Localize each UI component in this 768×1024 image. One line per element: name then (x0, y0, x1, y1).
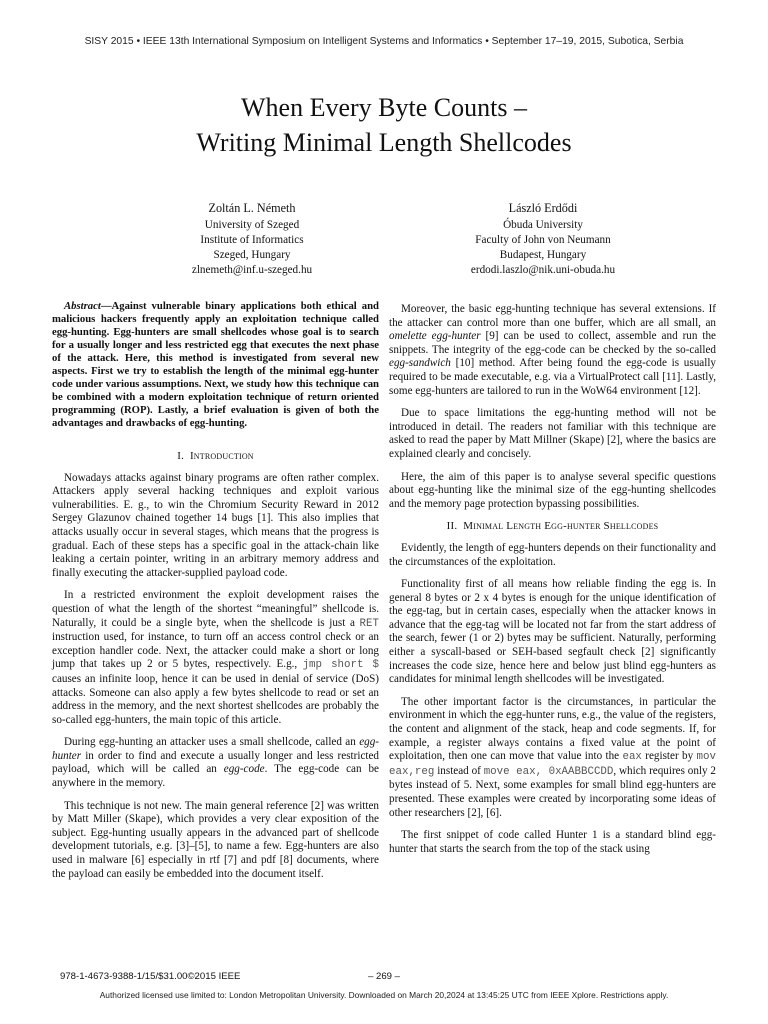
term-egg-hunter: egg-hunter (52, 736, 379, 762)
abstract-lead: Abstract (64, 300, 101, 312)
author-2 (393, 201, 693, 278)
text-run: [9] can be used to collect, assemble and run the snippets. The integrity of the egg-code can be checked by the so-called (389, 330, 717, 356)
text-run: causes an infinite loop, hence it can be used in denial of service (DoS) attacks. Someone can also apply a few bytes shellcode to read or set an address in the memory, and the next shortest shellcodes are probably the so-called egg-hunters, the main topic of this article. (52, 672, 379, 726)
abstract (52, 300, 379, 430)
paragraph: The first snippet of code called Hunter 1 is a standard blind egg-hunter that starts the search from the top of the stack using (389, 829, 716, 855)
section-heading-minimal-length (389, 520, 716, 534)
left-column (52, 300, 379, 890)
code-eax: eax (622, 751, 642, 764)
author-affiliation: Óbuda University (503, 219, 583, 231)
paragraph (52, 736, 379, 790)
code-mov-imm: move eax, 0xAABBCCDD (483, 765, 614, 778)
text-run: instead of (434, 764, 484, 777)
term-omelette: omelette egg-hunter (389, 330, 481, 343)
footer-isbn: 978-1-4673-9388-1/15/$31.00©2015 IEEE (60, 971, 241, 982)
text-run: register by (641, 750, 697, 763)
author-email[interactable]: erdodi.laszlo@nik.uni-obuda.hu (470, 264, 616, 276)
page-number: – 269 – (367, 971, 400, 982)
code-mov-reg: mov eax,reg (389, 751, 716, 778)
author-name: Zoltán L. Németh (208, 201, 296, 215)
title-line-1: When Every Byte Counts – (241, 93, 527, 122)
paragraph: Evidently, the length of egg-hunters depends on their functionality and the circumstances of the exploitation. (389, 541, 716, 568)
author-block (0, 201, 768, 281)
paragraph: This technique is not new. The main general reference [2] was written by Matt Miller (Skape), which provides a very clear exposition of the subject. Egg-hunting usually appears in the advanced part of shellcode development tutorials, e.g. [3]–[5], to name a few. Egg-hunters are also used in malware [6] especially in rtf [7] and pdf [8] documents, where the payload can easily be embedded into the document itself. (52, 799, 379, 880)
code-jmp: jmp short $ (302, 659, 379, 672)
term-egg-sandwich: egg-sandwich (389, 357, 451, 370)
term-egg-code: egg-code (223, 763, 265, 776)
paragraph (389, 303, 716, 398)
text-run: Moreover, the basic egg-hunting technique has several extensions. If the attacker can control more than one buffer, which are all small, an (389, 303, 716, 329)
paragraph: Due to space limitations the egg-hunting method will not be introduced in detail. The readers not familiar with this technique are asked to read the paper by Matt Millner (Skape) [2], where the basics are explained clearly and concisely. (389, 407, 716, 460)
paragraph: Nowadays attacks against binary programs are often rather complex. Attackers apply several hacking techniques and exploit various vulnerabilities. E. g., to win the Chromium Security Reward in 2012 Sergey Glazunov chained together 14 bugs [1]. This also implies that attacks usually occur in several stages, which means that the progress is gradual. Each of these steps has a specific goal in the attack-chain like leaking a certain pointer, writing in an arbitrary memory address and finally executing the attacker-supplied payload code. (52, 471, 379, 579)
section-heading-introduction (52, 450, 379, 464)
right-column (389, 303, 716, 865)
abstract-text: —Against vulnerable binary applications both ethical and malicious hackers frequently apply an exploitation technique called egg-hunting. Egg-hunters are small shellcodes whose goal is to search for a usually longer and less restricted egg that executes the next phase of the attack. Here, this method is investigated from several new aspects. First we try to establish the length of the minimal egg-hunter code under various assumptions. Next, we study how this technique can be combined with a modern exploitation technique of return oriented programming (ROP). Lastly, a brief evaluation is given of both the advantages and drawbacks of egg-hunting. (52, 300, 379, 429)
text-run: in order to find and execute a usually longer and less restricted payload, which will be called an (52, 749, 379, 776)
text-run: In a restricted environment the exploit development raises the question of what the length of the shortest “meaningful” shellcode is. Naturally, it could be a single byte, when the shellcode is just a (52, 589, 379, 629)
text-run: During egg-hunting an attacker uses a small shellcode, called an (64, 736, 360, 749)
section-title: Introduction (189, 450, 254, 462)
author-affiliation: University of Szeged (204, 219, 300, 231)
author-department: Faculty of John von Neumann (475, 234, 611, 246)
author-email[interactable]: zlnemeth@inf.u-szeged.hu (191, 264, 313, 276)
paragraph: Functionality first of all means how reliable finding the egg is. In general 8 bytes or 2 x 4 bytes is enough for the unique identification of the egg-tag, but in certain cases, especially when the attacker knows in advance that the egg-tag will be located not far from the start address of the search, fewer (1 or 2) bytes may be sufficient. Naturally, performing either a syscall-based or SEH-based segfault check [2] significantly increases the code size, hence here and below just blind egg-hunters as candidates for minimal length shellcodes will be investigated. (389, 578, 716, 686)
author-department: Institute of Informatics (200, 234, 304, 246)
author-name: László Erdődi (508, 201, 578, 215)
author-city: Szeged, Hungary (213, 249, 291, 261)
text-run: instruction used, for instance, to turn off an access control check or an exception handler code. Next, the attacker could make a short or long jump that takes up 2 or 5 bytes, respectively. E.g., (52, 631, 379, 671)
text-run: . The egg-code can be anywhere in the memory. (52, 763, 379, 790)
license-notice: Authorized licensed use limited to: London Metropolitan University. Downloaded on March 20,2024 at 13:45:25 UTC from IEEE Xplore. Restrictions apply. (99, 990, 669, 1000)
text-run: [10] method. After being found the egg-code is usually required to be made executable, e.g. via a VirtualProtect call [11]. Lastly, some egg-hunters are tailored to run in the WoW64 environment [12]. (389, 357, 716, 397)
text-run: The other important factor is the circumstances, in particular the environment in which the egg-hunter runs, e.g., the value of the registers, the content and alignment of the stack, heap and code segments. If, for example, a register always contains a fixed value at the point of exploitation, then one can move that value into the (389, 695, 716, 763)
paragraph (389, 696, 716, 820)
text-run: , which requires only 2 bytes instead of 5. Next, some examples for small blind egg-hunters are presented. These examples were created by incorporating some ideas of other researchers [2], [6]. (389, 764, 716, 819)
paragraph (52, 589, 379, 727)
title-line-2: Writing Minimal Length Shellcodes (196, 128, 572, 157)
section-number: II. (446, 520, 458, 533)
author-city: Budapest, Hungary (499, 249, 587, 261)
paragraph: Here, the aim of this paper is to analyse several specific questions about egg-hunting like the minimal size of the egg-hunting shellcodes and the memory page protection bypassing possibilities. (389, 470, 716, 510)
author-1 (102, 201, 402, 278)
code-ret: RET (359, 617, 379, 630)
section-title: Minimal Length Egg-hunter Shellcodes (463, 520, 659, 533)
conference-header: SISY 2015 • IEEE 13th International Symposium on Intelligent Systems and Informatics • September 17–19, 2015, Subotica, Serbia (84, 36, 684, 47)
paper-title (0, 90, 768, 160)
section-number: I. (177, 450, 185, 462)
